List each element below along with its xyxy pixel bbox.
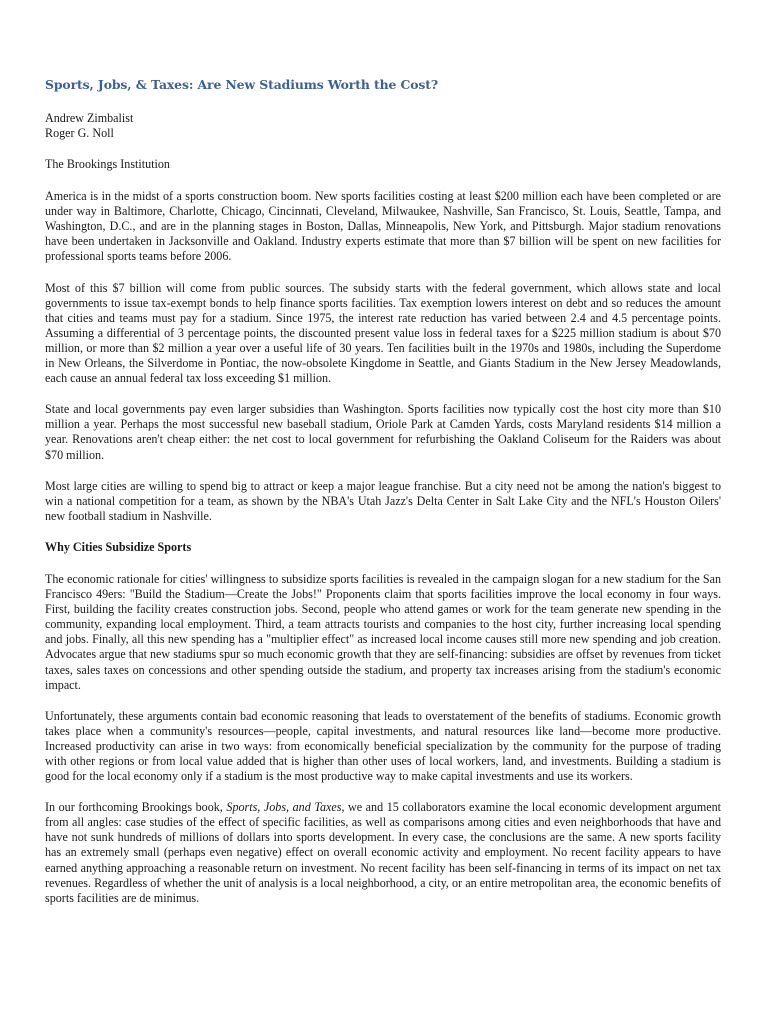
body-paragraph: Unfortunately, these arguments contain bad economic reasoning that leads to overstatement of the benefits of stadiums. Economic growth takes place when a community's resources—people, capital investments, and natural resources like land—become more productive. Increased productivity can arise in two ways: from economically beneficial specialization by the community for the purpose of trading with other regions or from local value added that is higher than other uses of local workers, land, and investments. Building a stadium is good for the local economy only if a stadium is the most productive way to make capital investments and use its workers. bbox=[45, 708, 721, 784]
section-heading: Why Cities Subsidize Sports bbox=[45, 539, 192, 554]
author-name: Andrew Zimbalist bbox=[45, 111, 134, 125]
body-paragraph: America is in the midst of a sports construction boom. New sports facilities costing at least $200 million each have been completed or are under way in Baltimore, Charlotte, Chicago, Cincinnati, Cleveland, Milwaukee, Nashville, San Francisco, St. Louis, Seattle, Tampa, and Washington, D.C., and are in the planning stages in Boston, Dallas, Minneapolis, New York, and Pittsburgh. Major stadium renovations have been undertaken in Jacksonville and Oakland. Industry experts estimate that more than $7 billion will be spent on new facilities for professional sports teams before 2006. bbox=[45, 189, 721, 264]
author-list bbox=[45, 111, 721, 141]
author-name: Roger G. Noll bbox=[45, 126, 114, 140]
document-page bbox=[45, 76, 721, 922]
book-title: Sports, Jobs, and Taxes, bbox=[226, 800, 345, 815]
body-paragraph-final bbox=[45, 800, 721, 906]
body-paragraph: Most large cities are willing to spend big to attract or keep a major league franchise. But a city need not be among the nation's biggest to win a national competition for a team, as shown by the NBA's Utah Jazz's Delta Center in Salt Lake City and the NFL's Houston Oilers' new football stadium in Nashville. bbox=[45, 478, 721, 523]
body-paragraph: State and local governments pay even larger subsidies than Washington. Sports facilities now typically cost the host city more than $10 million a year. Perhaps the most successful new baseball stadium, Oriole Park at Camden Yards, costs Maryland residents $14 million a year. Renovations aren't cheap either: the net cost to local government for refurbishing the Oakland Coliseum for the Raiders was about $70 million. bbox=[45, 402, 721, 462]
body-paragraph: The economic rationale for cities' willingness to subsidize sports facilities is revealed in the campaign slogan for a new stadium for the San Francisco 49ers: "Build the Stadium—Create the Jobs!" Proponents claim that sports facilities improve the local economy in four ways. First, building the facility creates construction jobs. Second, people who attend games or work for the team generate new spending in the community, expanding local employment. Third, a team attracts tourists and companies to the host city, further increasing local spending and jobs. Finally, all this new spending has a "multiplier effect" as increased local income causes still more new spending and job creation. Advocates argue that new stadiums spur so much economic growth that they are self-financing: subsidies are offset by revenues from ticket taxes, sales taxes on concessions and other spending outside the stadium, and property tax increases arising from the stadium's economic impact. bbox=[45, 571, 721, 692]
text-segment: In our forthcoming Brookings book, bbox=[45, 800, 227, 815]
text-segment: we and 15 collaborators examine the local economic development argument from all angles: case studies of the effect of specific facilities, as well as comparisons among cities and even neighborhoods that have and have not sunk hundreds of millions of dollars into sports development. In every case, the conclusions are the same. A new sports facility has an extremely small (perhaps even negative) effect on overall economic activity and employment. No recent facility appears to have earned anything approaching a reasonable return on investment. No recent facility has been self-financing in terms of its impact on net tax revenues. Regardless of whether the unit of analysis is a local neighborhood, a city, or an entire metropolitan area, the economic benefits of sports facilities are de minimus. bbox=[45, 800, 722, 905]
body-paragraph: Most of this $7 billion will come from public sources. The subsidy starts with the federal government, which allows state and local governments to issue tax-exempt bonds to help finance sports facilities. Tax exemption lowers interest on debt and so reduces the amount that cities and teams must pay for a stadium. Since 1975, the interest rate reduction has varied between 2.4 and 4.5 percentage points. Assuming a differential of 3 percentage points, the discounted present value loss in federal taxes for a $225 million stadium is about $70 million, or more than $2 million a year over a useful life of 30 years. Ten facilities built in the 1970s and 1980s, including the Superdome in New Orleans, the Silverdome in Pontiac, the now-obsolete Kingdome in Seattle, and Giants Stadium in the New Jersey Meadowlands, each cause an annual federal tax loss exceeding $1 million. bbox=[45, 280, 721, 386]
institution-name: The Brookings Institution bbox=[45, 157, 170, 171]
article-title: Sports, Jobs, & Taxes: Are New Stadiums Worth the Cost? bbox=[45, 77, 439, 92]
